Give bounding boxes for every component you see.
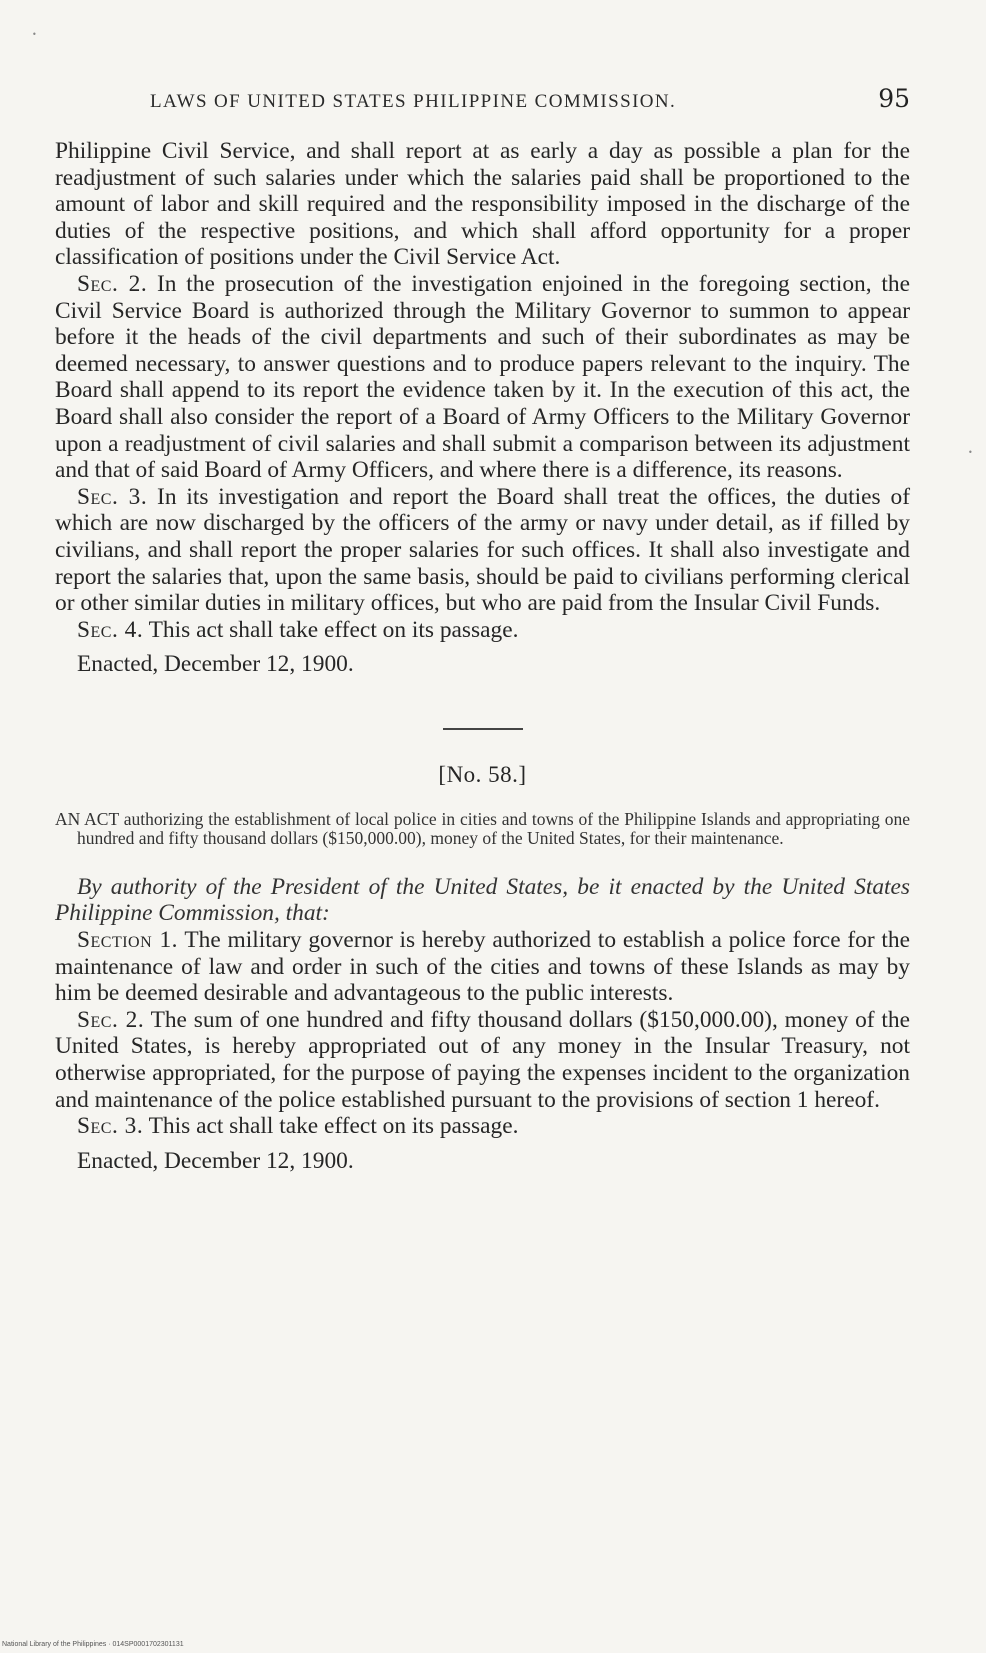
page-body (55, 138, 910, 1174)
act57-section-3 (55, 484, 910, 617)
page-header (150, 84, 910, 124)
section-text: This act shall take effect on its passage. (148, 616, 519, 643)
act57-section-2 (55, 271, 910, 484)
running-head: LAWS OF UNITED STATES PHILIPPINE COMMISSION. (150, 91, 677, 112)
section-text: The military governor is hereby authorized to establish a police force for the maintenance of law and order in such of the cities and towns of these Islands as may by him be deemed desirable and advantageous to the public interests. (55, 927, 910, 1007)
section-label: Sec. 2. (77, 270, 148, 297)
section-label: Sec. 3. (77, 483, 148, 510)
act57-continuation: Philippine Civil Service, and shall report at as early a day as possible a plan for the readjustment of such salaries under which the salaries paid shall be proportioned to the amount of labor and skill required and the responsibility imposed in the discharge of the duties of the respective positions, and which shall afford opportunity for a proper classification of positions under the Civil Service Act. (55, 138, 910, 271)
act58-section-3 (55, 1113, 910, 1140)
section-label: Sec. 4. (77, 616, 144, 643)
section-text: In its investigation and report the Board shall treat the offices, the duties of which are now discharged by the officers of the army or navy under detail, as if filled by civilians, and shall report the proper salaries for such offices. It shall also investigate and report the salaries that, upon the same basis, should be paid to civilians performing clerical or other similar duties in military offices, but who are paid from the Insular Civil Funds. (55, 483, 910, 617)
act-title: AN ACT authorizing the establishment of local police in cities and towns of the Philippine Islands and appropriating one hundred and fifty thousand dollars ($150,000.00), money of the United States, for their maintenance. (55, 808, 910, 848)
act58-section-1 (55, 927, 910, 1007)
scan-speck: • (32, 30, 37, 39)
enacting-clause: By authority of the President of the United States, be it enacted by the United States Philippine Commission, that: (55, 873, 910, 927)
section-text: In the prosecution of the investigation enjoined in the foregoing section, the Civil Service Board is authorized through the Military Governor to summon to appear before it the heads of the civil departments and such of their subordinates as may be deemed necessary, to answer questions and to produce papers relevant to the inquiry. The Board shall append to its report the evidence taken by it. In the execution of this act, the Board shall also consider the report of a Board of Army Officers to the Military Governor upon a readjustment of civil salaries and shall submit a comparison between its adjustment and that of said Board of Army Officers, and where there is a difference, its reasons. (55, 270, 910, 484)
section-label: Sec. 2. (77, 1006, 145, 1033)
page-number: 95 (878, 84, 910, 113)
section-label: Sec. 3. (77, 1113, 144, 1140)
section-text: This act shall take effect on its passage. (148, 1113, 519, 1140)
act-number: [No. 58.] (438, 761, 527, 787)
act57-section-4 (55, 617, 910, 644)
section-divider (443, 728, 523, 730)
section-text: The sum of one hundred and fifty thousand dollars ($150,000.00), money of the United States, is hereby appropriated out of any money in the Insular Treasury, not otherwise appropriated, for the purpose of paying the expenses incident to the organization and maintenance of the police established pursuant to the provisions of section 1 hereof. (55, 1006, 910, 1113)
scan-speck: • (968, 448, 973, 457)
scan-footer: National Library of the Philippines · 014SP0001702301131 (2, 1641, 184, 1648)
act58-enacted-date: Enacted, December 12, 1900. (77, 1147, 354, 1174)
act57-enacted-date: Enacted, December 12, 1900. (77, 651, 354, 678)
section-label: Section 1. (77, 927, 178, 954)
act58-section-2 (55, 1007, 910, 1113)
